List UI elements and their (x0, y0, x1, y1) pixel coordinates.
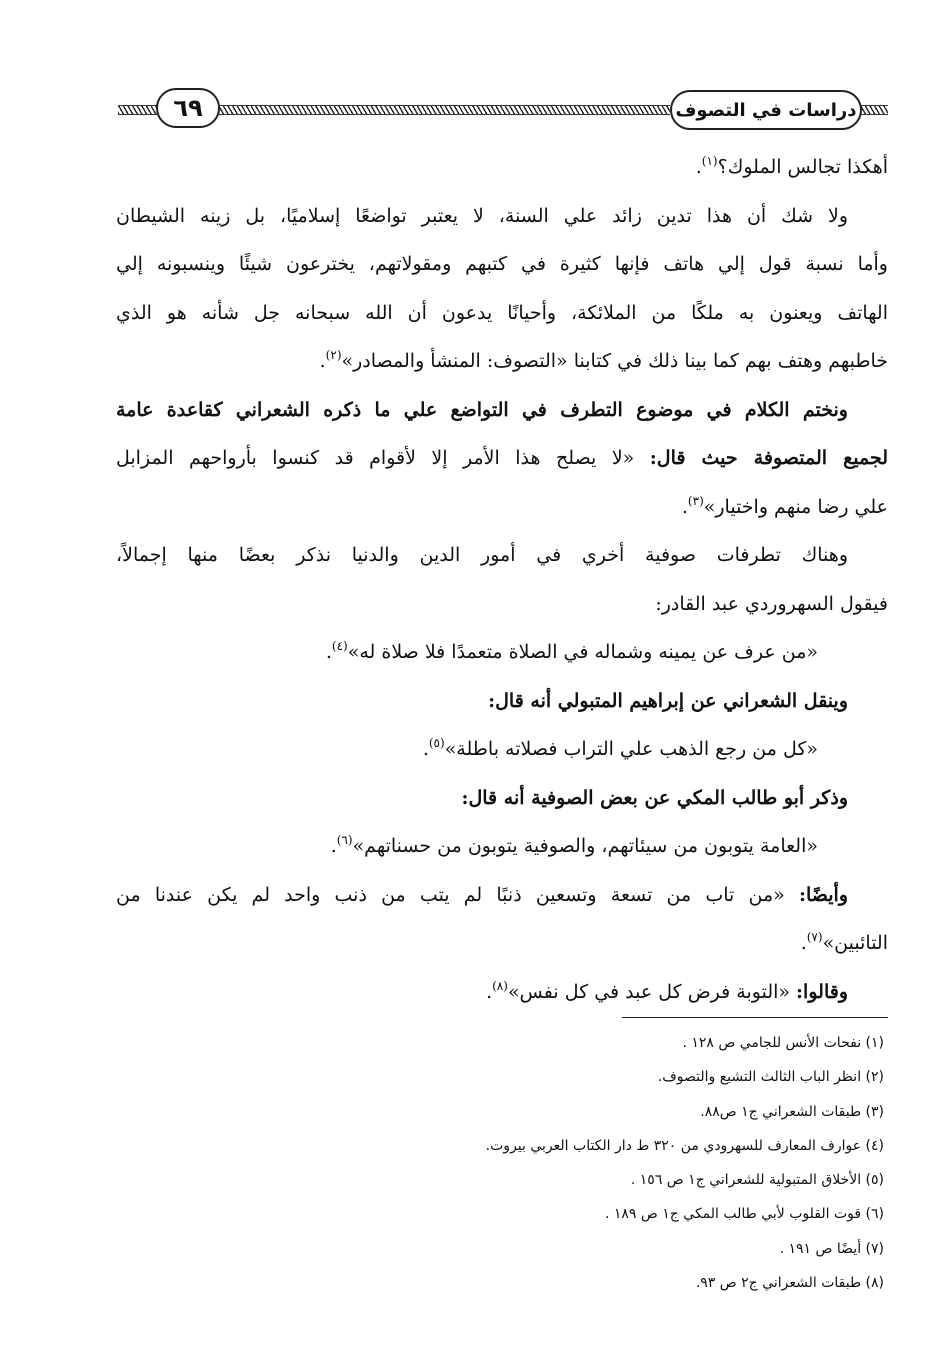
footnote: (١) نفحات الأنس للجامي ص ١٢٨ . (682, 1035, 884, 1051)
footnote: (٧) أيضًا ص ١٩١ . (779, 1240, 884, 1257)
body-line: وذكر أبو طالب المكي عن بعض الصوفية أنه قال: (461, 786, 848, 809)
footnote-marker: (٦) (336, 833, 353, 847)
header-ornament-middle (218, 105, 670, 115)
footnote-marker: (٢) (325, 348, 342, 362)
header-ornament-left (118, 105, 158, 115)
running-title: دراسات في التصوف (670, 90, 862, 130)
page-header (118, 84, 888, 134)
body-line: لجميع المتصوفة حيث قال: «لا يصلح هذا الأمر إلا لأقوام قد كنسوا بأرواحهم المزابل (116, 447, 888, 469)
body-line: التائبين»$^{(٧)}$. (800, 930, 888, 954)
quote-line: «من عرف عن يمينه وشماله في الصلاة متعمدًا فلا صلاة له»$^{(٤)}$. (325, 639, 818, 663)
footnote: (٣) طبقات الشعراني ج١ ص٨٨. (700, 1103, 884, 1120)
body-line: أهكذا تجالس الملوك؟$^{(١)}$. (695, 154, 888, 178)
body-line: ونختم الكلام في موضوع التطرف في التواضع علي ما ذكره الشعراني كقاعدة عامة (116, 398, 848, 421)
page-number: ٦٩ (156, 88, 220, 128)
footnotes (116, 1026, 888, 1300)
quote-line: «كل من رجع الذهب علي التراب فصلاته باطلة»$^{(٥)}$. (422, 736, 818, 760)
body-line: خاطبهم وهتف بهم كما بينا ذلك في كتابنا «التصوف: المنشأ والمصادر»$^{(٢)}$. (319, 348, 888, 372)
footnote-marker: (١) (701, 154, 718, 168)
body-line: وينقل الشعراني عن إبراهيم المتبولي أنه قال: (488, 689, 848, 712)
footnote: (٢) انظر الباب الثالث التشيع والتصوف. (657, 1069, 884, 1086)
footnote-marker: (٥) (428, 736, 445, 750)
header-ornament-right (860, 105, 888, 115)
footnote-marker: (٤) (331, 639, 348, 653)
footnote-marker: (٧) (806, 930, 823, 944)
body-line: علي رضا منهم واختيار»$^{(٣)}$. (681, 493, 888, 518)
footnote-separator (622, 1017, 888, 1018)
footnote: (٥) الأخلاق المتبولية للشعراني ج١ ص ١٥٦ . (630, 1172, 884, 1189)
body-line: وهناك تطرفات صوفية أخري في أمور الدين والدنيا نذكر بعضًا منها إجمالاً، (116, 544, 848, 566)
body-line: وأما نسبة قول إلي هاتف فإنها كثيرة في كتبهم ومقولاتهم، يخترعون شيئًا وينسبونه إلي (116, 253, 888, 275)
footnote-marker: (٣) (687, 493, 704, 508)
body-text (116, 143, 888, 1016)
footnote-marker: (٨) (492, 978, 508, 993)
body-line: وأيضًا: «من تاب من تسعة وتسعين ذنبًا لم يتب من ذنب واحد لم يكن عندنا من (116, 883, 848, 906)
body-line: الهاتف ويعنون به ملكًا من الملائكة، وأحيانًا يدعون أن الله سبحانه جل شأنه هو الذي (116, 301, 888, 324)
quote-line: «العامة يتوبون من سيئاتهم، والصوفية يتوبون من حسناتهم»$^{(٦)}$. (330, 833, 818, 857)
footnote: (٨) طبقات الشعراني ج٢ ص ٩٣. (695, 1275, 884, 1292)
footnote: (٦) قوت القلوب لأبي طالب المكي ج١ ص ١٨٩ . (604, 1206, 884, 1223)
body-line: ولا شك أن هذا تدين زائد علي السنة، لا يعتبر تواضعًا إسلاميًا، بل زينه الشيطان (116, 204, 848, 227)
footnote: (٤) عوارف المعارف للسهرودي من ٣٢٠ ط دار الكتاب العربي بيروت. (485, 1137, 884, 1154)
body-line: فيقول السهروردي عبد القادر: (655, 592, 888, 615)
body-line: وقالوا: «التوبة فرض كل عبد في كل نفس»$^{(٨)}$. (486, 978, 848, 1003)
